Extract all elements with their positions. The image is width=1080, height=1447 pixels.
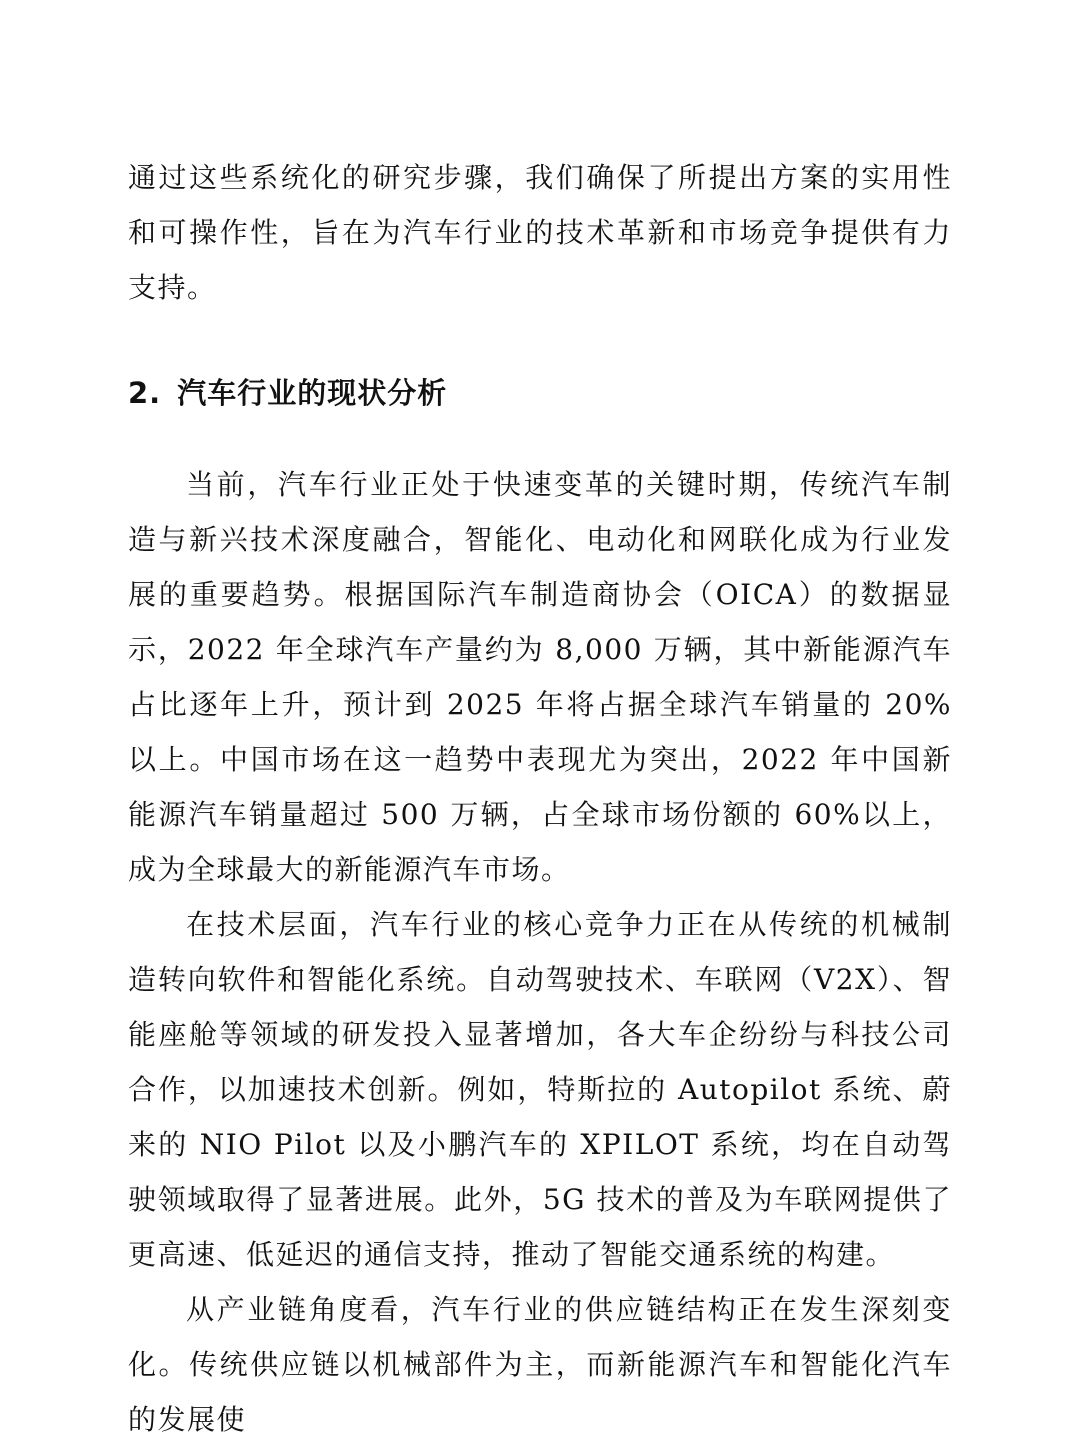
- section-title: 汽车行业的现状分析: [177, 376, 448, 410]
- document-body: [128, 150, 952, 1447]
- section-heading: [128, 366, 952, 421]
- paragraph-technology: 在技术层面，汽车行业的核心竞争力正在从传统的机械制造转向软件和智能化系统。自动驾驶技术、车联网（V2X）、智能座舱等领域的研发投入显著增加，各大车企纷纷与科技公司合作，以加速技术创新。例如，特斯拉的 Autopilot 系统、蔚来的 NIO Pilot 以及小鹏汽车的 XPILOT 系统，均在自动驾驶领域取得了显著进展。此外，5G 技术的普及为车联网提供了更高速、低延迟的通信支持，推动了智能交通系统的构建。: [128, 908, 952, 1271]
- paragraph-supply-chain: 从产业链角度看，汽车行业的供应链结构正在发生深刻变化。传统供应链以机械部件为主，而新能源汽车和智能化汽车的发展使: [128, 1293, 952, 1436]
- paragraph-industry-status: 当前，汽车行业正处于快速变革的关键时期，传统汽车制造与新兴技术深度融合，智能化、电动化和网联化成为行业发展的重要趋势。根据国际汽车制造商协会（OICA）的数据显示，2022 年全球汽车产量约为 8,000 万辆，其中新能源汽车占比逐年上升，预计到 2025 年将占据全球汽车销量的 20%以上。中国市场在这一趋势中表现尤为突出，2022 年中国新能源汽车销量超过 500 万辆，占全球市场份额的 60%以上，成为全球最大的新能源汽车市场。: [128, 468, 952, 886]
- section-number: 2.: [128, 376, 162, 410]
- intro-paragraph: 通过这些系统化的研究步骤，我们确保了所提出方案的实用性和可操作性，旨在为汽车行业的技术革新和市场竞争提供有力支持。: [128, 161, 952, 304]
